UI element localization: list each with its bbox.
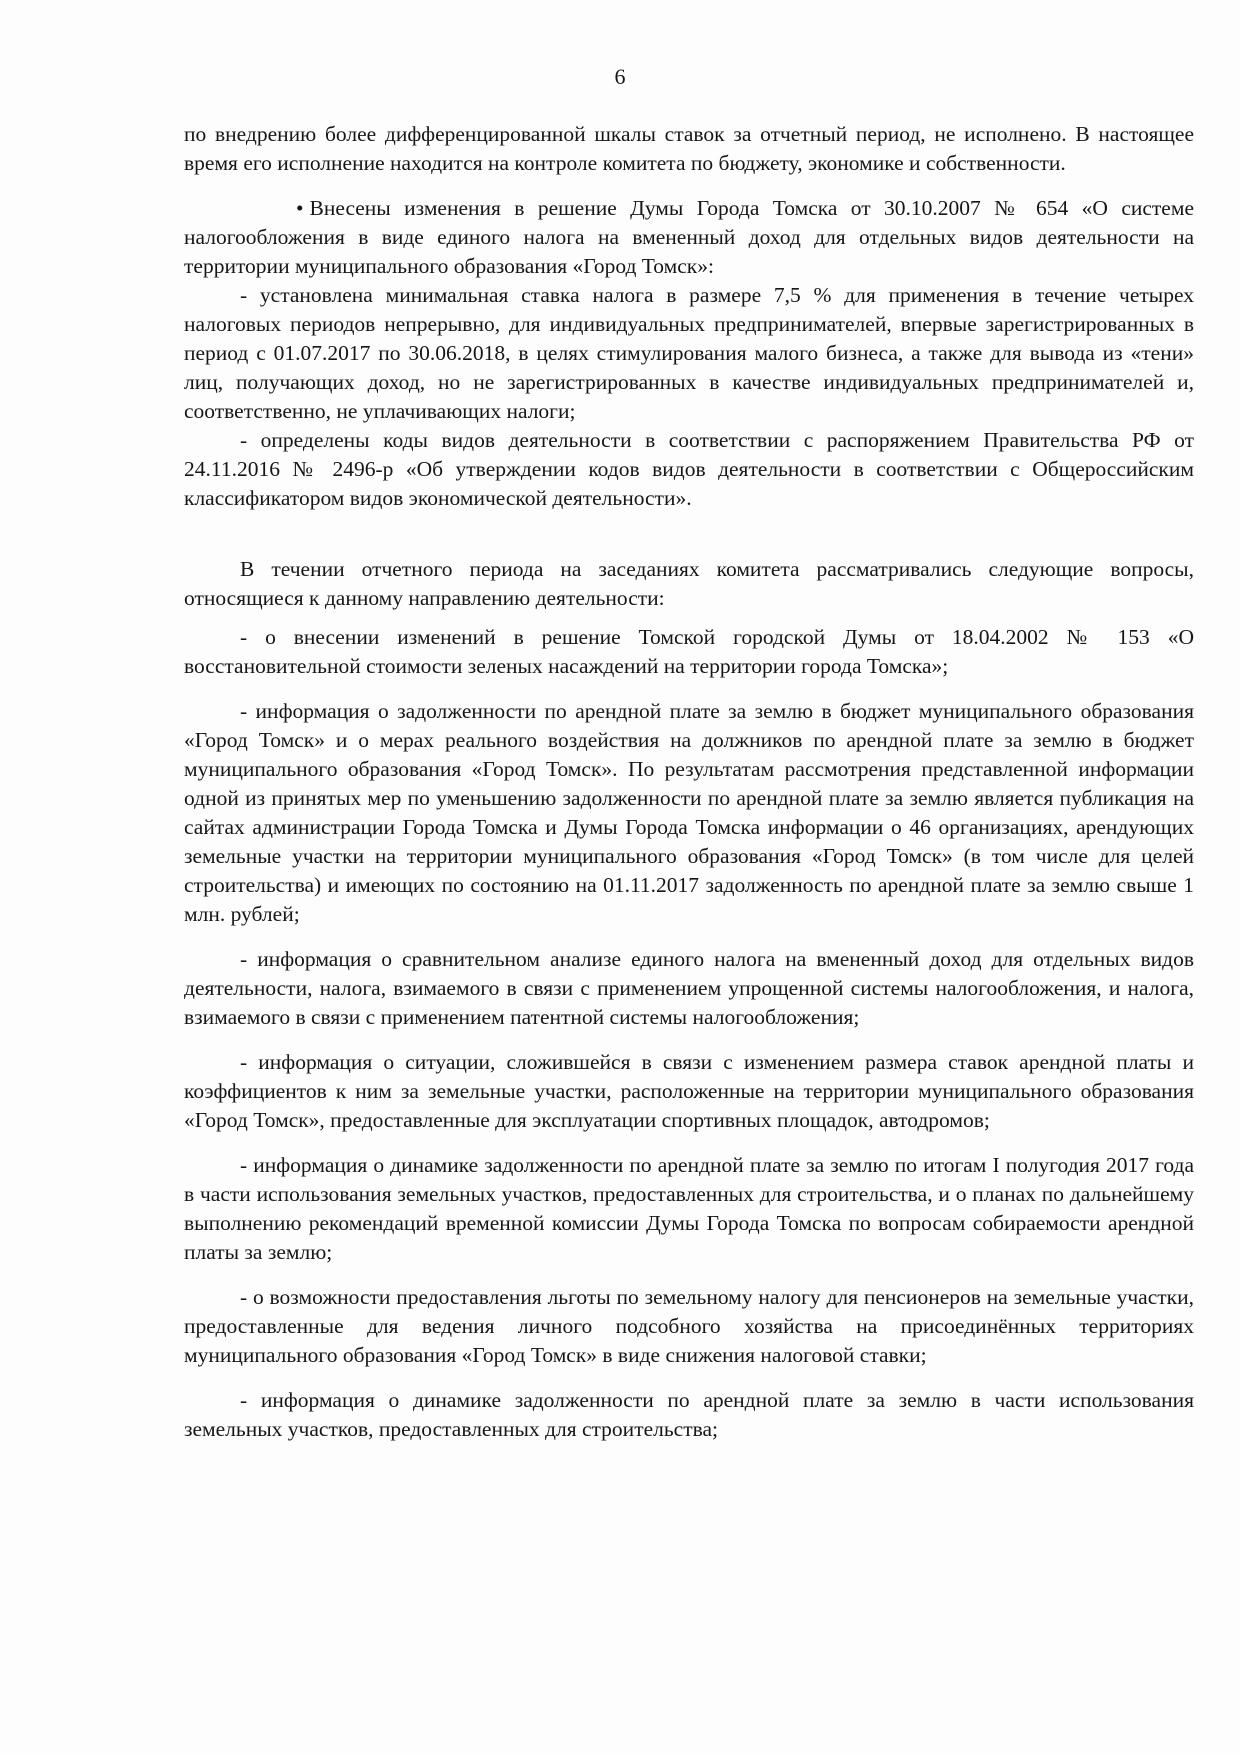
list-item-land-rent-debt: - информация о задолженности по арендной плате за землю в бюджет муниципального образования «Город Томск» и о мерах реального воздействия на должников по арендной плате за землю в бюджет муниципального образования «Город Томск». По результатам рассмотрения представленной информации одной из принятых мер по уменьшению задолженности по арендной плате за землю является публикация на сайтах администрации Города Томска и Думы Города Томска информации о 46 организациях, арендующих земельные участки на территории муниципального образования «Город Томск» (в том числе для целей строительства) и имеющих по состоянию на 01.11.2017 задолженность по арендной плате за землю свыше 1 млн. рублей; (184, 699, 1194, 926)
paragraph-amendment-bullet (184, 194, 1194, 281)
paragraph-amendment-text: Внесены изменения в решение Думы Города Томска от 30.10.2007 № 654 «О системе налогообложения в виде единого налога на вмененный доход для отдельных видов деятельности на территории муниципального образования «Город Томск»: (184, 196, 1194, 278)
list-item-debt-dynamics-construction: - информация о динамике задолженности по арендной плате за землю в части использования земельных участков, предоставленных для строительства; (184, 1388, 1194, 1441)
paragraph-activity-codes: - определены коды видов деятельности в соответствии с распоряжением Правительства РФ от 24.11.2016 № 2496-р «Об утверждении кодов видов деятельности в соответствии с Общероссийским классификатором видов экономической деятельности». (184, 428, 1194, 510)
page-number: 6 (614, 64, 626, 89)
paragraph-committee-intro: В течении отчетного периода на заседаниях комитета рассматривались следующие вопросы, относящиеся к данному направлению деятельности: (184, 557, 1194, 610)
list-item-rent-rate-change: - информация о ситуации, сложившейся в связи с изменением размера ставок арендной платы и коэффициентов к ним за земельные участки, расположенные на территории муниципального образования «Город Томск», предоставленные для эксплуатации спортивных площадок, автодромов; (184, 1050, 1194, 1132)
paragraph-continuation: по внедрению более дифференцированной шкалы ставок за отчетный период, не исполнено. В настоящее время его исполнение находится на контроле комитета по бюджету, экономике и собственности. (184, 122, 1194, 175)
list-item-tax-comparison: - информация о сравнительном анализе единого налога на вмененный доход для отдельных видов деятельности, налога, взимаемого в связи с применением упрощенной системы налогообложения, и налога, взимаемого в связи с применением патентной системы налогообложения; (184, 947, 1194, 1029)
list-item-debt-dynamics-h1: - информация о динамике задолженности по арендной плате за землю по итогам I полугодия 2017 года в части использования земельных участков, предоставленных для строительства, и о планах по дальнейшему выполнению рекомендаций временной комиссии Думы Города Томска по вопросам собираемости арендной платы за землю; (184, 1153, 1194, 1264)
document-body (184, 120, 1194, 1444)
list-item-pensioner-benefit: - о возможности предоставления льготы по земельному налогу для пенсионеров на земельные участки, предоставленные для ведения личного подсобного хозяйства на присоединённых территориях муниципального образования «Город Томск» в виде снижения налоговой ставки; (184, 1285, 1194, 1367)
bullet-icon: • (296, 196, 304, 220)
paragraph-min-tax-rate: - установлена минимальная ставка налога в размере 7,5 % для применения в течение четырех налоговых периодов непрерывно, для индивидуальных предпринимателей, впервые зарегистрированных в период с 01.07.2017 по 30.06.2018, в целях стимулирования малого бизнеса, а также для вывода из «тени» лиц, получающих доход, но не зарегистрированных в качестве индивидуальных предпринимателей и, соответственно, не уплачивающих налоги; (184, 283, 1194, 423)
list-item-green-plantings: - о внесении изменений в решение Томской городской Думы от 18.04.2002 № 153 «О восстановительной стоимости зеленых насаждений на территории города Томска»; (184, 625, 1194, 678)
